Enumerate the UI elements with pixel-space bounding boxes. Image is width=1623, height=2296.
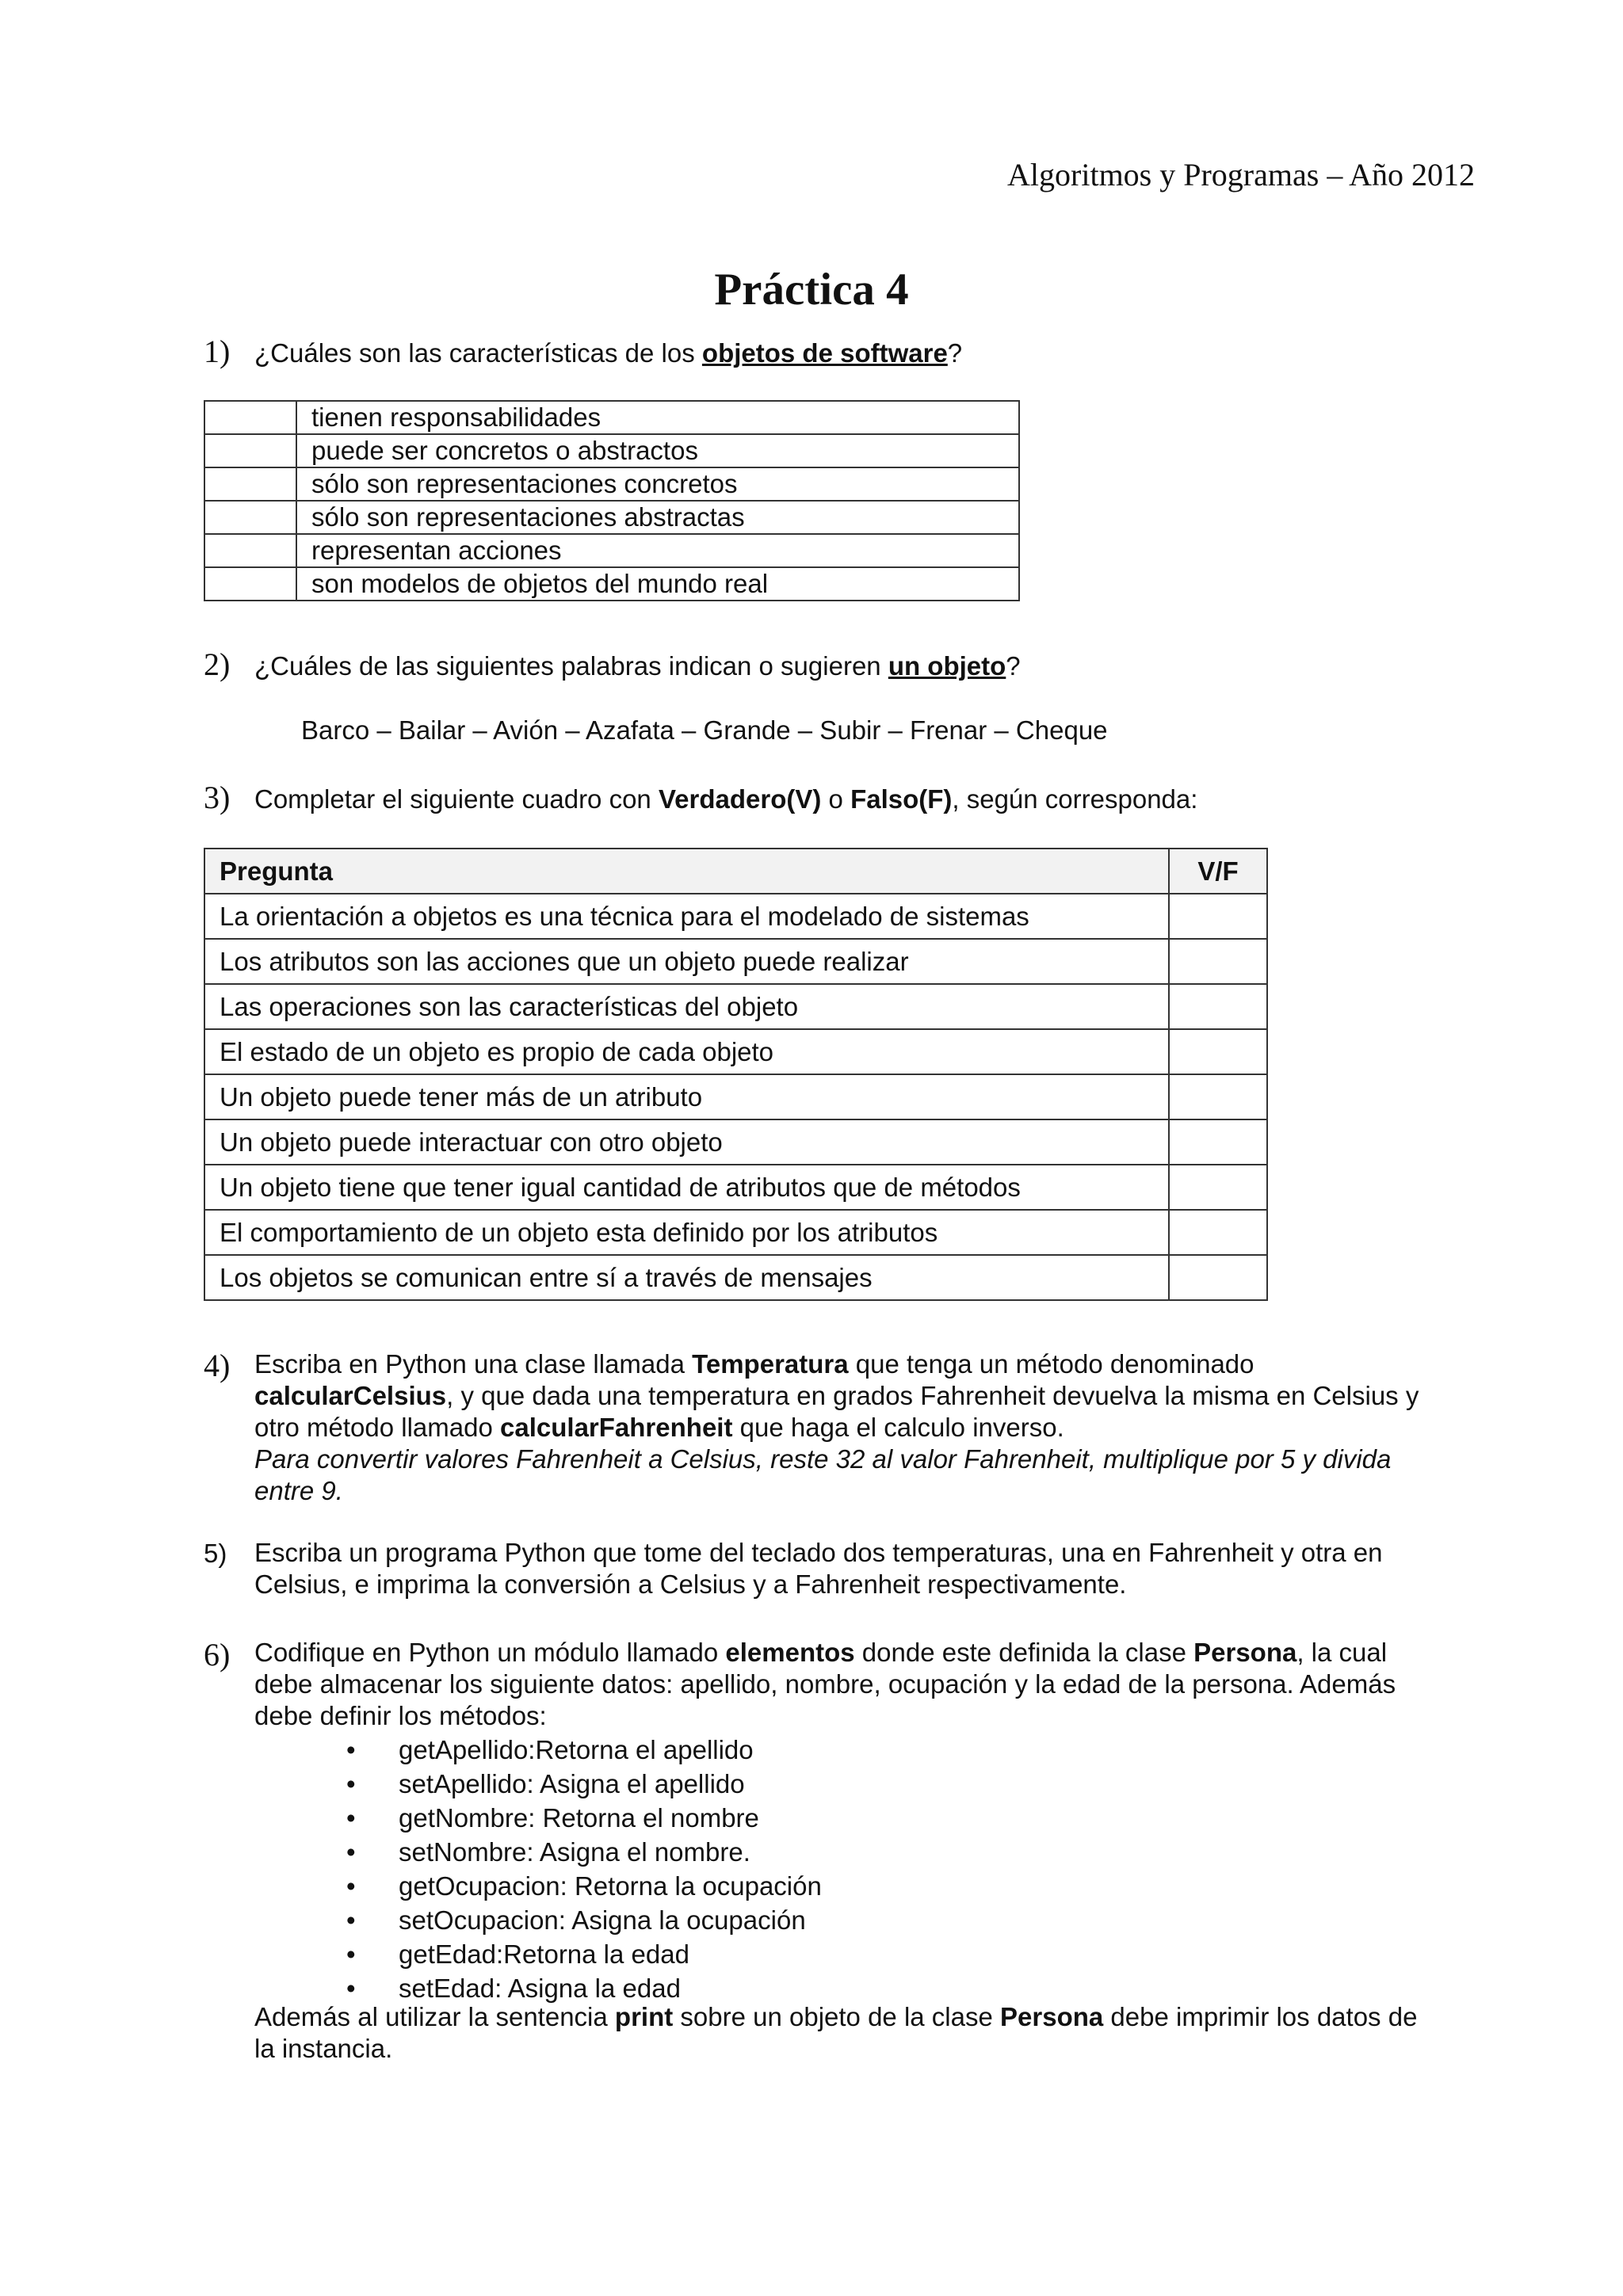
- option-row: [204, 534, 1019, 567]
- list-item: • getNombre: Retorna el nombre: [346, 1801, 822, 1835]
- option-label: puede ser concretos o abstractos: [296, 434, 1019, 467]
- question-4-note: Para convertir valores Fahrenheit a Celsius, reste 32 al valor Fahrenheit, multiplique por 5 y divida: [254, 1444, 1392, 1474]
- document-header: Algoritmos y Programas – Año 2012: [1007, 157, 1475, 193]
- list-item: • getEdad:Retorna la edad: [346, 1937, 822, 1971]
- question-4-line: calcularCelsius, y que dada una temperatura en grados Fahrenheit devuelva la misma en Celsius y: [254, 1381, 1419, 1410]
- table-row: [204, 1165, 1267, 1210]
- question-4-line: Escriba en Python una clase llamada Temperatura que tenga un método denominado: [254, 1349, 1254, 1379]
- list-item: • setOcupacion: Asigna la ocupación: [346, 1903, 822, 1937]
- question-5-line: Escriba un programa Python que tome del teclado dos temperaturas, una en Fahrenheit y otra en: [254, 1538, 1383, 1567]
- option-checkbox[interactable]: [204, 534, 296, 567]
- question-3-false-label: Falso(F): [850, 784, 953, 814]
- question-3-number: 3): [204, 780, 231, 815]
- vf-answer-cell[interactable]: [1169, 1210, 1267, 1255]
- true-false-table: [204, 848, 1268, 1301]
- list-item: • setApellido: Asigna el apellido: [346, 1767, 822, 1801]
- question-1-prefix: ¿Cuáles son las características de los: [254, 338, 702, 368]
- question-6-text: [254, 1637, 1479, 1732]
- method-name-calcularfahrenheit: calcularFahrenheit: [500, 1413, 733, 1442]
- option-row: [204, 401, 1019, 434]
- question-4-line: otro método llamado calcularFahrenheit que haga el calculo inverso.: [254, 1413, 1064, 1442]
- question-1-options-table: [204, 400, 1020, 601]
- statement-cell: Un objeto puede interactuar con otro objeto: [204, 1119, 1169, 1165]
- table-row: [204, 939, 1267, 984]
- option-label: tienen responsabilidades: [296, 401, 1019, 434]
- option-row: [204, 567, 1019, 601]
- class-name-temperatura: Temperatura: [692, 1349, 849, 1379]
- question-2-prefix: ¿Cuáles de las siguientes palabras indican o sugieren: [254, 651, 888, 681]
- vf-answer-cell[interactable]: [1169, 1029, 1267, 1074]
- vf-answer-cell[interactable]: [1169, 984, 1267, 1029]
- vf-answer-cell[interactable]: [1169, 1119, 1267, 1165]
- list-item: • getApellido:Retorna el apellido: [346, 1733, 822, 1767]
- table-row: [204, 984, 1267, 1029]
- option-checkbox[interactable]: [204, 567, 296, 601]
- page-title: Práctica 4: [714, 265, 909, 315]
- option-row: [204, 501, 1019, 534]
- vf-answer-cell[interactable]: [1169, 1255, 1267, 1300]
- question-4-number: 4): [204, 1348, 231, 1383]
- vf-answer-cell[interactable]: [1169, 1074, 1267, 1119]
- list-item: • setEdad: Asigna la edad: [346, 1971, 822, 2005]
- table-row: [204, 1255, 1267, 1300]
- question-2-number: 2): [204, 646, 231, 682]
- class-name-persona: Persona: [1000, 2002, 1104, 2031]
- list-item: • getOcupacion: Retorna la ocupación: [346, 1869, 822, 1903]
- table-row: [204, 1029, 1267, 1074]
- module-name-elementos: elementos: [725, 1638, 855, 1667]
- question-5-line: Celsius, e imprima la conversión a Celsius y a Fahrenheit respectivamente.: [254, 1569, 1127, 1599]
- question-3-suffix: , según corresponda:: [952, 784, 1198, 814]
- option-row: [204, 467, 1019, 501]
- question-3-true-label: Verdadero(V): [658, 784, 822, 814]
- class-name-persona: Persona: [1193, 1638, 1297, 1667]
- question-3-text: [254, 784, 1197, 814]
- option-label: sólo son representaciones concretos: [296, 467, 1019, 501]
- statement-cell: La orientación a objetos es una técnica para el modelado de sistemas: [204, 894, 1169, 939]
- question-2-word-list: Barco – Bailar – Avión – Azafata – Grande – Subir – Frenar – Cheque: [301, 715, 1108, 745]
- option-checkbox[interactable]: [204, 434, 296, 467]
- column-header-vf: V/F: [1169, 849, 1267, 894]
- question-6-footer: [254, 2001, 1479, 2065]
- statement-cell: Los atributos son las acciones que un objeto puede realizar: [204, 939, 1169, 984]
- question-1-suffix: ?: [947, 338, 963, 368]
- statement-cell: El estado de un objeto es propio de cada objeto: [204, 1029, 1169, 1074]
- question-5-number: 5): [204, 1539, 227, 1568]
- question-6-line: Codifique en Python un módulo llamado elementos donde este definida la clase Persona, la cual: [254, 1638, 1388, 1667]
- question-2-emphasis: un objeto: [888, 651, 1006, 681]
- vf-answer-cell[interactable]: [1169, 894, 1267, 939]
- option-label: son modelos de objetos del mundo real: [296, 567, 1019, 601]
- column-header-question: Pregunta: [204, 849, 1169, 894]
- statement-cell: Un objeto puede tener más de un atributo: [204, 1074, 1169, 1119]
- statement-cell: Un objeto tiene que tener igual cantidad de atributos que de métodos: [204, 1165, 1169, 1210]
- question-5-text: [254, 1537, 1479, 1600]
- keyword-print: print: [614, 2002, 674, 2031]
- list-item: • setNombre: Asigna el nombre.: [346, 1835, 822, 1869]
- table-row: [204, 894, 1267, 939]
- question-1-emphasis: objetos de software: [701, 338, 948, 368]
- question-2-suffix: ?: [1006, 651, 1021, 681]
- question-6-line: debe definir los métodos:: [254, 1701, 547, 1730]
- table-row: [204, 1210, 1267, 1255]
- question-1-number: 1): [204, 334, 231, 369]
- question-2-text: [254, 651, 1021, 681]
- table-row: [204, 1119, 1267, 1165]
- option-checkbox[interactable]: [204, 401, 296, 434]
- question-3-prefix: Completar el siguiente cuadro con: [254, 784, 659, 814]
- question-6-number: 6): [204, 1637, 231, 1672]
- statement-cell: El comportamiento de un objeto esta definido por los atributos: [204, 1210, 1169, 1255]
- question-6-line: Además al utilizar la sentencia print sobre un objeto de la clase Persona debe imprimir los datos de: [254, 2002, 1418, 2031]
- vf-answer-cell[interactable]: [1169, 939, 1267, 984]
- option-checkbox[interactable]: [204, 467, 296, 501]
- table-header-row: [204, 849, 1267, 894]
- method-list: [346, 1733, 822, 2005]
- question-3-connector: o: [821, 784, 851, 814]
- question-1-text: [254, 338, 962, 368]
- table-row: [204, 1074, 1267, 1119]
- vf-answer-cell[interactable]: [1169, 1165, 1267, 1210]
- option-label: representan acciones: [296, 534, 1019, 567]
- option-checkbox[interactable]: [204, 501, 296, 534]
- question-4-text: [254, 1348, 1479, 1507]
- option-label: sólo son representaciones abstractas: [296, 501, 1019, 534]
- question-4-note: entre 9.: [254, 1476, 343, 1505]
- statement-cell: Los objetos se comunican entre sí a través de mensajes: [204, 1255, 1169, 1300]
- question-6-line: debe almacenar los siguiente datos: apellido, nombre, ocupación y la edad de la persona. Además: [254, 1669, 1396, 1699]
- question-6-line: la instancia.: [254, 2034, 393, 2063]
- statement-cell: Las operaciones son las características del objeto: [204, 984, 1169, 1029]
- option-row: [204, 434, 1019, 467]
- method-name-calcularcelsius: calcularCelsius: [254, 1381, 447, 1410]
